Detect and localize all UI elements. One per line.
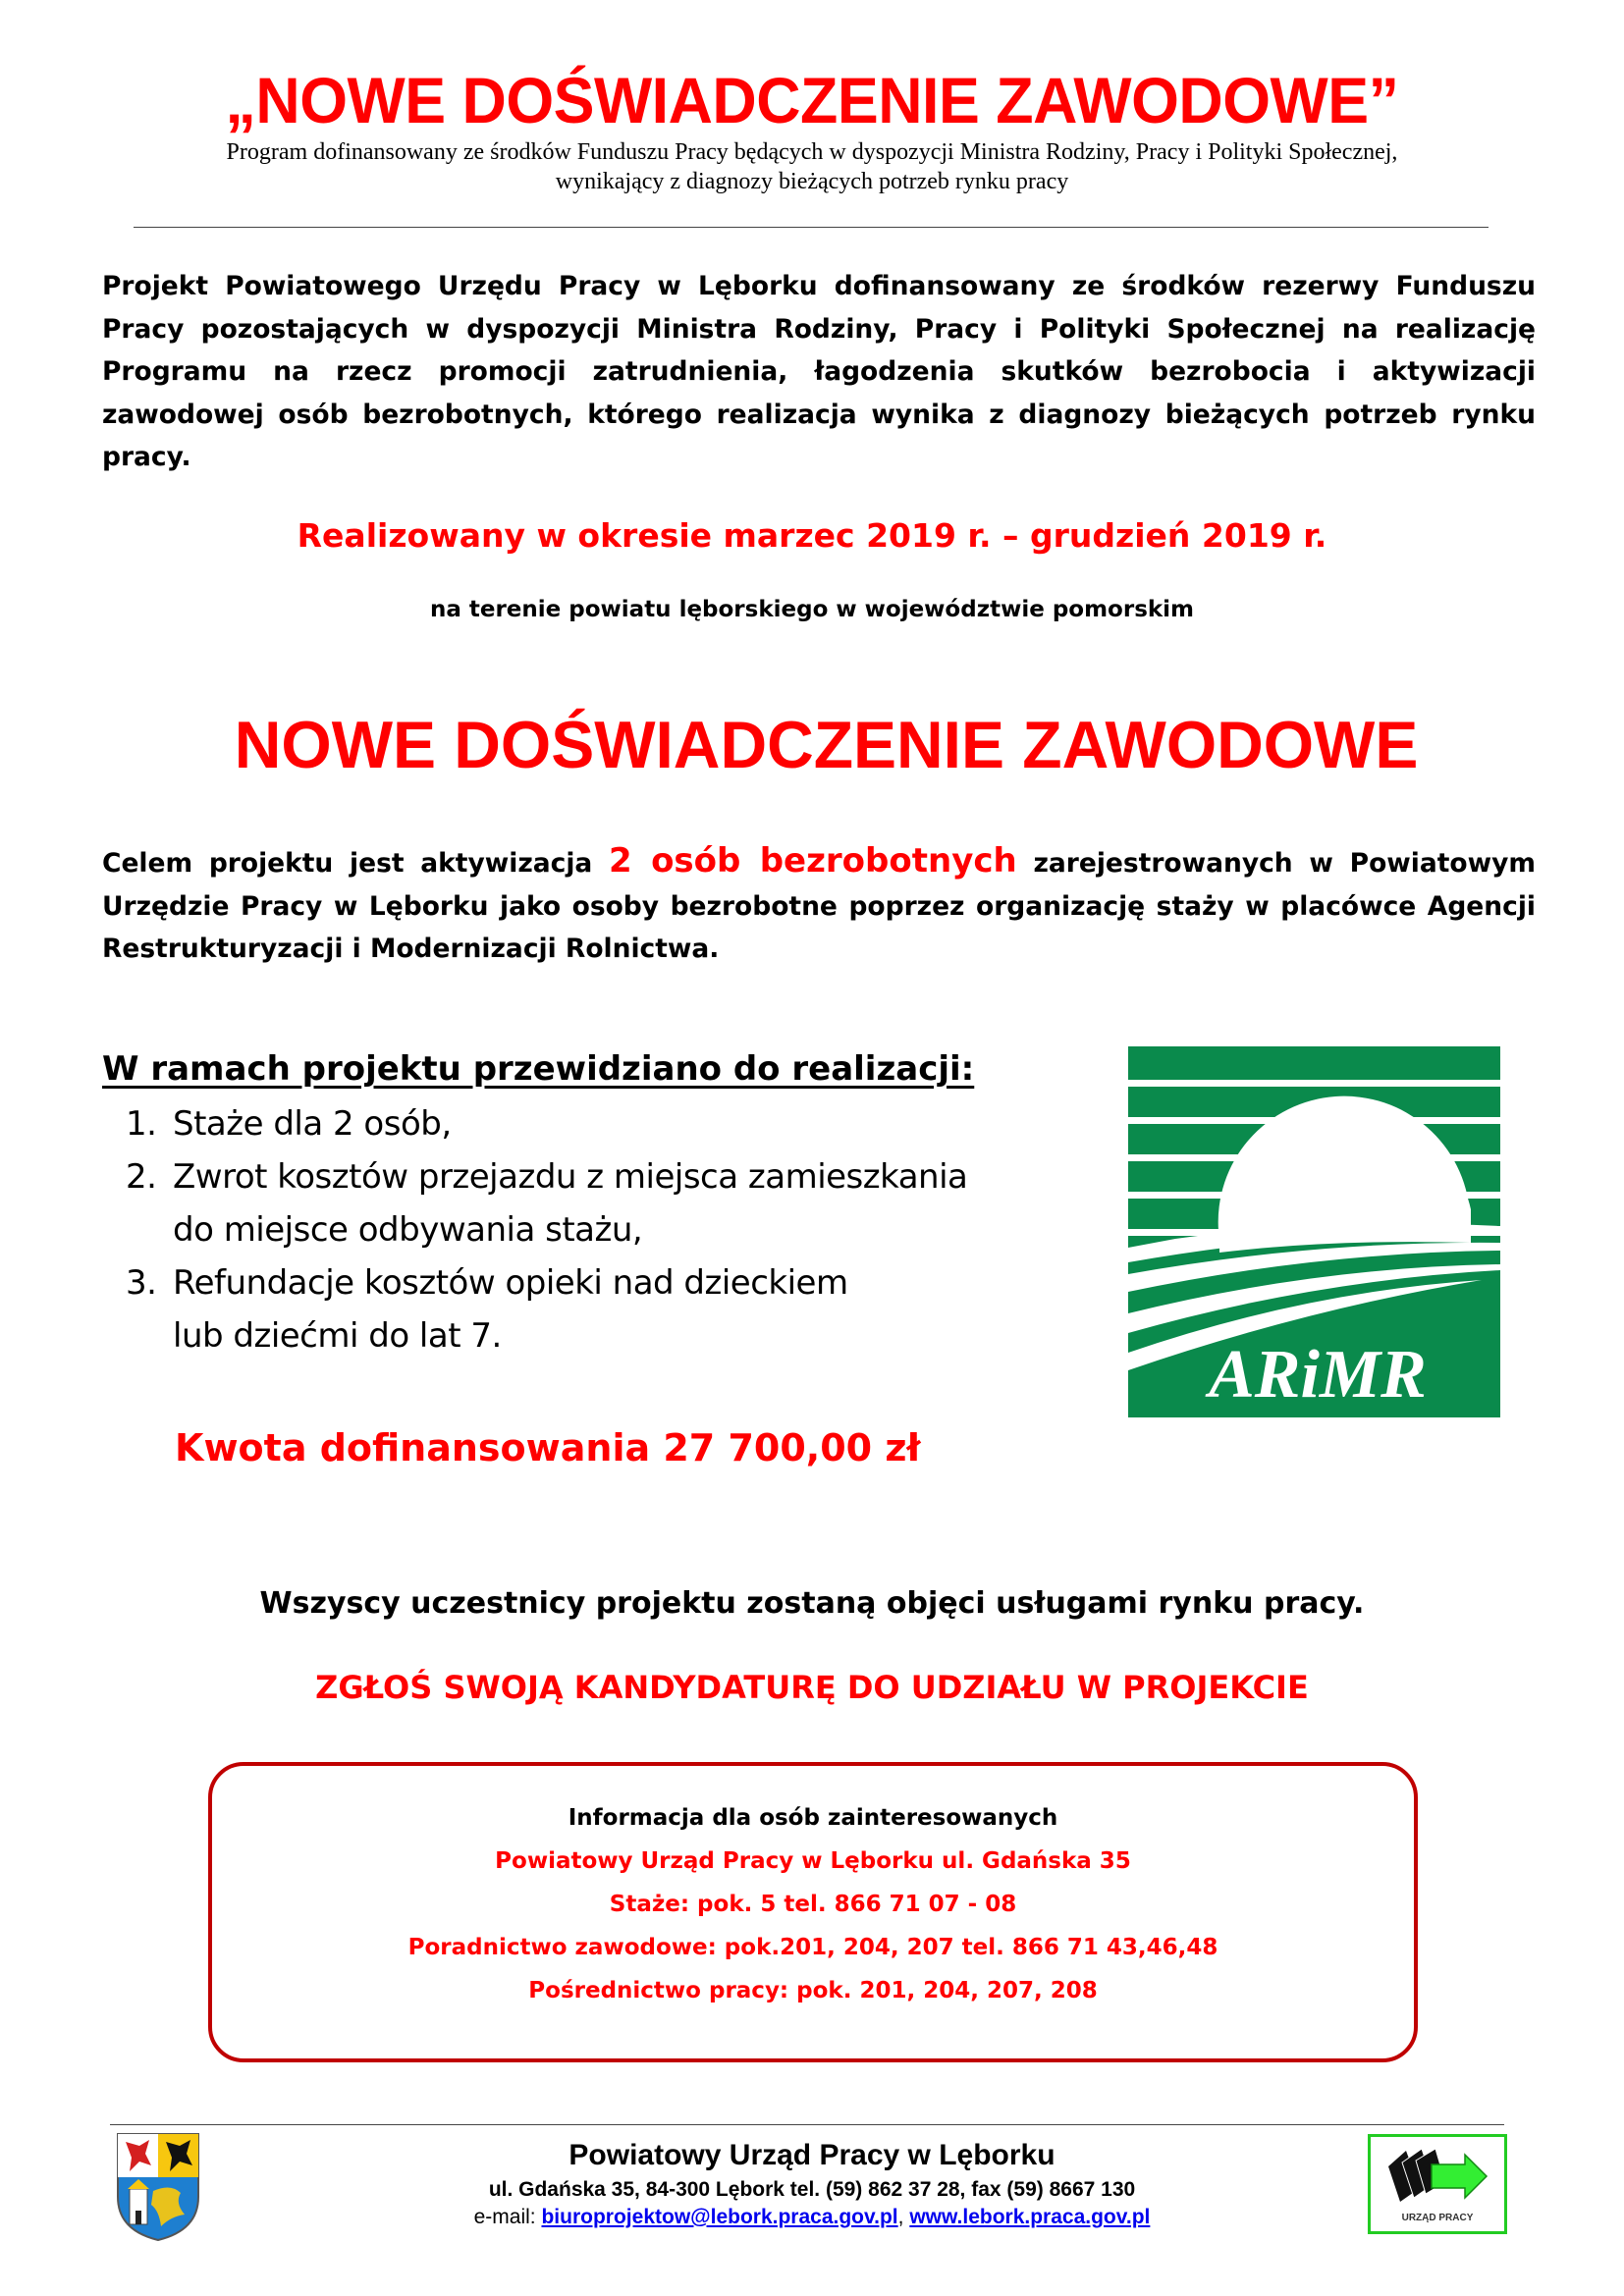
goal-highlight: 2 osób bezrobotnych xyxy=(609,841,1017,881)
task-item-3 xyxy=(126,1256,967,1309)
task-number: 2. xyxy=(126,1157,157,1197)
svg-text:ARiMR: ARiMR xyxy=(1209,1337,1427,1413)
task-text: Staże dla 2 osób, xyxy=(173,1104,452,1144)
task-text-continued: lub dziećmi do lat 7. xyxy=(173,1316,502,1356)
info-office-address: Powiatowy Urząd Pracy w Lęborku ul. Gdańska 35 xyxy=(495,1848,1131,1874)
task-text: Refundacje kosztów opieki nad dzieckiem xyxy=(173,1263,848,1303)
goal-text-after: zarejestrowanych w Powiatowym Urzędzie Pracy w Lęborku jako osoby bezrobotne poprzez organizację staży w placówce Agencji Restrukturyzacji i Modernizacji Rolnictwa. xyxy=(102,848,1536,964)
funding-amount: Kwota dofinansowania 27 700,00 zł xyxy=(175,1426,921,1469)
goal-paragraph xyxy=(102,840,1536,971)
main-title: „NOWE DOŚWIADCZENIE ZAWODOWE” xyxy=(225,64,1399,136)
email-label: e-mail: xyxy=(473,2206,542,2228)
task-text: Zwrot kosztów przejazdu z miejsca zamieszkania xyxy=(173,1157,968,1197)
email-link[interactable]: biuroprojektow@lebork.praca.gov.pl xyxy=(541,2206,898,2228)
project-period: Realizowany w okresie marzec 2019 r. – grudzień 2019 r. xyxy=(297,516,1327,555)
footer-office-name: Powiatowy Urząd Pracy w Lęborku xyxy=(568,2139,1056,2171)
task-text-continued: do miejsce odbywania stażu, xyxy=(173,1210,643,1250)
info-placement: Pośrednictwo pracy: pok. 201, 204, 207, 208 xyxy=(528,1978,1098,2003)
info-title: Informacja dla osób zainteresowanych xyxy=(568,1805,1058,1831)
website-link[interactable]: www.lebork.praca.gov.pl xyxy=(909,2206,1151,2228)
info-counseling: Poradnictwo zawodowe: pok.201, 204, 207 tel. 866 71 43,46,48 xyxy=(407,1935,1218,1960)
task-item-2 xyxy=(126,1150,967,1203)
subtitle-line-1: Program dofinansowany ze środków Funduszu Pracy będących w dyspozycji Ministra Rodziny, Pracy i Polityki Społecznej, xyxy=(226,139,1398,165)
intro-paragraph: Projekt Powiatowego Urzędu Pracy w Lęborku dofinansowany ze środków rezerwy Funduszu Pracy pozostających w dyspozycji Ministra Rodziny, Pracy i Polityki Społecznej na realizację Programu na rzecz promocji zatrudnienia, łagodzenia skutków bezrobocia i aktywizacji zawodowej osób bezrobotnych, którego realizacja wynika z diagnozy bieżących potrzeb rynku pracy. xyxy=(102,271,1536,472)
project-area: na terenie powiatu lęborskiego w województwie pomorskim xyxy=(429,597,1195,622)
contact-info-box xyxy=(208,1762,1418,2062)
subtitle-line-2: wynikający z diagnozy bieżących potrzeb rynku pracy xyxy=(555,169,1069,194)
tasks-list xyxy=(126,1097,967,1362)
services-note: Wszyscy uczestnicy projektu zostaną objęci usługami rynku pracy. xyxy=(259,1586,1365,1621)
task-number: 3. xyxy=(126,1263,157,1303)
tasks-heading: W ramach projektu przewidziano do realizacji: xyxy=(102,1049,975,1089)
task-item-1 xyxy=(126,1097,967,1150)
arimr-logo-icon xyxy=(1128,1046,1500,1417)
task-number: 1. xyxy=(126,1104,157,1144)
project-heading: NOWE DOŚWIADCZENIE ZAWODOWE xyxy=(234,708,1419,782)
apply-call-to-action: ZGŁOŚ SWOJĄ KANDYDATURĘ DO UDZIAŁU W PROJEKCIE xyxy=(315,1669,1309,1706)
header-divider xyxy=(134,227,1489,228)
footer-address: ul. Gdańska 35, 84-300 Lębork tel. (59) 862 37 28, fax (59) 8667 130 xyxy=(488,2178,1136,2201)
footer-divider xyxy=(110,2124,1504,2125)
office-logo-label: URZĄD PRACY xyxy=(1401,2213,1474,2223)
info-internships: Staże: pok. 5 tel. 866 71 07 - 08 xyxy=(609,1892,1017,1917)
program-subtitle xyxy=(0,137,1624,196)
link-separator: , xyxy=(897,2206,910,2228)
goal-text-before: Celem projektu jest aktywizacja xyxy=(102,848,610,879)
urzad-pracy-logo-icon xyxy=(1368,2134,1507,2234)
